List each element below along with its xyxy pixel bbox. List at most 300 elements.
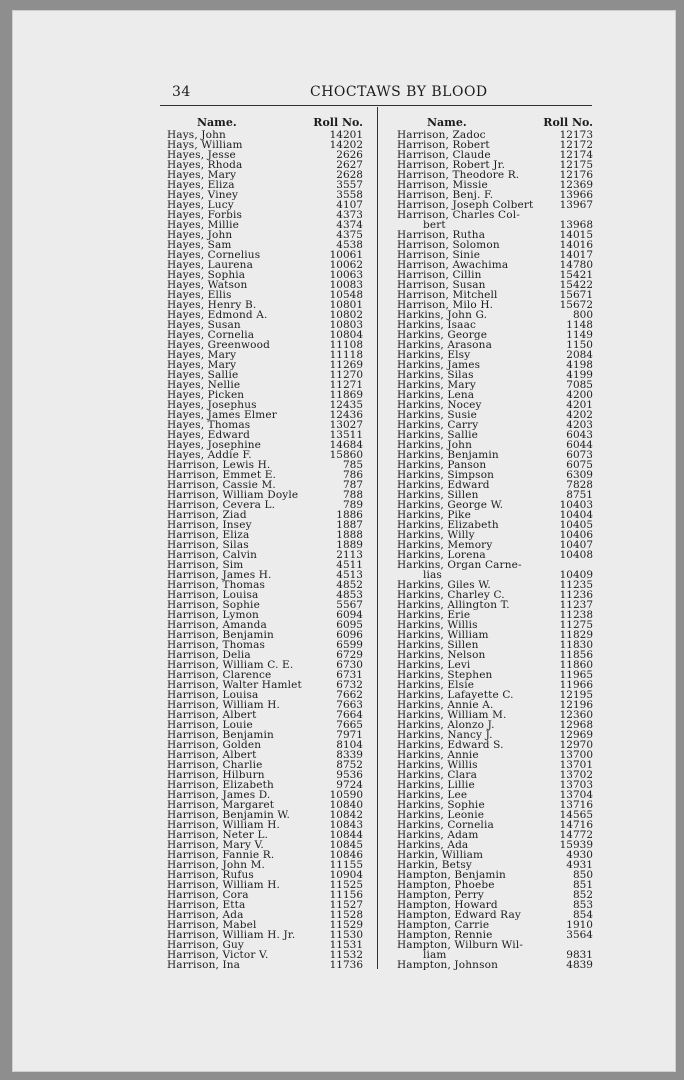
- entry-roll-number: 15671: [559, 289, 593, 301]
- entry-name: Harrison, Ziad: [167, 509, 247, 521]
- entry-roll-number: 11118: [329, 349, 363, 361]
- entry-roll-number: 1150: [566, 339, 593, 351]
- entry-name: Harrison, Louisa: [167, 689, 259, 701]
- entry-name: Harrison, Fannie R.: [167, 849, 275, 861]
- entry-roll-number: 10802: [329, 309, 363, 321]
- entry-roll-number: 7665: [336, 719, 363, 731]
- entry-roll-number: 11532: [329, 949, 363, 961]
- entry-roll-number: 851: [572, 879, 593, 891]
- entry-name: Harkins, Benjamin: [397, 449, 499, 461]
- entry-roll-number: 10844: [329, 829, 363, 841]
- entry-name: Harkins, Mary: [397, 379, 476, 391]
- entry-roll-number: 4538: [336, 239, 363, 251]
- entry-name: Harkins, George W.: [397, 499, 504, 511]
- entry-name: Harkins, William: [397, 629, 489, 641]
- entry-name: Harkins, Susie: [397, 409, 477, 421]
- entry-roll-number: 11966: [559, 679, 593, 691]
- entry-roll-number: 10801: [329, 299, 363, 311]
- entry-roll-number: 4198: [566, 359, 593, 371]
- entry-name: Harrison, Victor V.: [167, 949, 269, 961]
- entry-name: Hayes, Cornelia: [167, 329, 255, 341]
- entry-roll-number: 15860: [329, 449, 363, 461]
- entry-name: Harrison, Lymon: [167, 609, 259, 621]
- entry-name: Harkin, William: [397, 849, 484, 861]
- entry-name: Hayes, James Elmer: [167, 409, 277, 421]
- entry-name: Harkin, Betsy: [397, 859, 473, 871]
- entry-roll-number: 15421: [559, 269, 593, 281]
- entry-name: Harrison, William H.: [167, 699, 281, 711]
- entry-name: Harrison, Sim: [167, 559, 244, 571]
- entry-roll-number: 11529: [329, 919, 363, 931]
- roll-entry: [167, 960, 363, 970]
- entry-name: Harkins, Elizabeth: [397, 519, 499, 531]
- entry-roll-number: 12436: [329, 409, 363, 421]
- entry-roll-number: 4107: [336, 199, 363, 211]
- entry-name: Harkins, Lorena: [397, 549, 486, 561]
- entry-roll-number: 2626: [336, 149, 363, 161]
- entry-name: Harkins, Erie: [397, 609, 471, 621]
- entry-name: Hampton, Carrie: [397, 919, 490, 931]
- entry-roll-number: 10407: [559, 539, 593, 551]
- entry-name: Hampton, Edward Ray: [397, 909, 521, 921]
- entry-roll-number: 787: [342, 479, 363, 491]
- entry-name: Harrison, Theodore R.: [397, 169, 520, 181]
- entry-roll-number: 11830: [559, 639, 593, 651]
- entry-roll-number: 10061: [329, 249, 363, 261]
- entry-name: Harkins, George: [397, 329, 488, 341]
- entry-name: Harrison, Milo H.: [397, 299, 494, 311]
- entry-name: Hayes, Eliza: [167, 179, 235, 191]
- entry-roll-number: 13716: [559, 799, 593, 811]
- entry-roll-number: 15672: [559, 299, 593, 311]
- entry-name: Harrison, Cillin: [397, 269, 482, 281]
- entry-name: Hayes, Picken: [167, 389, 245, 401]
- entry-roll-number: 11238: [559, 609, 593, 621]
- entry-roll-number: 12172: [559, 139, 593, 151]
- entry-roll-number: 9536: [336, 769, 363, 781]
- entry-name: Harkins, Lena: [397, 389, 475, 401]
- entry-roll-number: 14565: [559, 809, 593, 821]
- entry-name: Hampton, Wilburn Wil-: [397, 939, 524, 951]
- entry-name: Harrison, William C. E.: [167, 659, 294, 671]
- entry-name: Hayes, Viney: [167, 189, 239, 201]
- entry-roll-number: 1886: [336, 509, 363, 521]
- entry-name: Harrison, Margaret: [167, 799, 275, 811]
- entry-name: Harrison, Clarence: [167, 669, 272, 681]
- entry-roll-number: 14017: [559, 249, 593, 261]
- entry-name: Hayes, Edmond A.: [167, 309, 268, 321]
- entry-name: Hays, William: [167, 139, 243, 151]
- entry-roll-number: 10083: [329, 279, 363, 291]
- entry-name: Harrison, James H.: [167, 569, 272, 581]
- entry-name: Hayes, Mary: [167, 169, 237, 181]
- entry-name: Harrison, Zadoc: [397, 129, 486, 141]
- entry-name: Harrison, Lewis H.: [167, 459, 271, 471]
- entry-name: Hayes, Laurena: [167, 259, 253, 271]
- entry-name: Harrison, William H.: [167, 819, 281, 831]
- entry-roll-number: 11108: [329, 339, 363, 351]
- entry-roll-number: 6599: [336, 639, 363, 651]
- entry-name: Hayes, John: [167, 229, 233, 241]
- entry-roll-number: 4200: [566, 389, 593, 401]
- entry-roll-number: 12969: [559, 729, 593, 741]
- entry-name: Hayes, Josephus: [167, 399, 257, 411]
- entry-roll-number: 4203: [566, 419, 593, 431]
- entry-roll-number: 10404: [559, 509, 593, 521]
- entry-name: Harkins, Lafayette C.: [397, 689, 514, 701]
- entry-name: Harkins, Sallie: [397, 429, 478, 441]
- entry-name: Harrison, Thomas: [167, 579, 266, 591]
- entry-name: Hayes, Sallie: [167, 369, 239, 381]
- entry-name: Harrison, Albert: [167, 749, 257, 761]
- entry-roll-number: 10804: [329, 329, 363, 341]
- entry-roll-number: 1910: [566, 919, 593, 931]
- entry-roll-number: 11236: [559, 589, 593, 601]
- entry-name: Harkins, Giles W.: [397, 579, 491, 591]
- entry-name: Harrison, Solomon: [397, 239, 500, 251]
- entry-name: Hayes, Cornelius: [167, 249, 261, 261]
- entry-roll-number: 7971: [336, 729, 363, 741]
- entry-name: Hayes, Mary: [167, 359, 237, 371]
- entry-name: Hampton, Benjamin: [397, 869, 506, 881]
- entry-name: Harrison, Joseph Colbert: [397, 199, 534, 211]
- entry-roll-number: 6095: [336, 619, 363, 631]
- entry-roll-number: 14016: [559, 239, 593, 251]
- entry-name: Harrison, Charlie: [167, 759, 263, 771]
- entry-roll-number: 2628: [336, 169, 363, 181]
- entry-roll-number: 10845: [329, 839, 363, 851]
- page-title: CHOCTAWS BY BLOOD: [310, 84, 488, 100]
- entry-name: Harrison, Delia: [167, 649, 251, 661]
- entry-name: Harkins, Elsy: [397, 349, 471, 361]
- entry-name: Harkins, Nocey: [397, 399, 482, 411]
- entry-name: Harkins, Ada: [397, 839, 469, 851]
- entry-roll-number: 11736: [329, 959, 363, 971]
- entry-roll-number: 853: [572, 899, 593, 911]
- entry-roll-number: 12195: [559, 689, 593, 701]
- entry-name: Hayes, Josephine: [167, 439, 261, 451]
- entry-roll-number: 4930: [566, 849, 593, 861]
- entry-roll-number: 14015: [559, 229, 593, 241]
- entry-roll-number: 6731: [336, 669, 363, 681]
- entry-name: Hayes, Jesse: [167, 149, 236, 161]
- entry-roll-number: 1149: [566, 329, 593, 341]
- entry-roll-number: 7664: [336, 709, 363, 721]
- entry-roll-number: 4852: [336, 579, 363, 591]
- entry-name: Harrison, Claude: [397, 149, 491, 161]
- entry-roll-number: 15422: [559, 279, 593, 291]
- entry-roll-number: 1889: [336, 539, 363, 551]
- entry-roll-number: 4853: [336, 589, 363, 601]
- entry-name: Harkins, Cornelia: [397, 819, 494, 831]
- entry-name: Hampton, Howard: [397, 899, 498, 911]
- entry-name: Harrison, Benjamin: [167, 629, 274, 641]
- entry-roll-number: 14772: [559, 829, 593, 841]
- entry-name: Hayes, Watson: [167, 279, 248, 291]
- entry-roll-number: 13702: [559, 769, 593, 781]
- roll-header: Roll No.: [543, 116, 593, 129]
- entry-roll-number: 10843: [329, 819, 363, 831]
- entry-roll-number: 4199: [566, 369, 593, 381]
- entry-name: Harrison, Robert Jr.: [397, 159, 506, 171]
- entry-roll-number: 8104: [336, 739, 363, 751]
- entry-name: Harkins, Alonzo J.: [397, 719, 495, 731]
- entry-name: Harkins, Arasona: [397, 339, 492, 351]
- entry-name: Harkins, Nancy J.: [397, 729, 493, 741]
- entry-roll-number: 13700: [559, 749, 593, 761]
- entry-roll-number: 10403: [559, 499, 593, 511]
- entry-roll-number: 6732: [336, 679, 363, 691]
- entry-roll-number: 13968: [559, 219, 593, 231]
- entry-roll-number: 788: [342, 489, 363, 501]
- entry-roll-number: 1888: [336, 529, 363, 541]
- entry-name: Harrison, Sinie: [397, 249, 481, 261]
- entry-roll-number: 11531: [329, 939, 363, 951]
- entry-roll-number: 11965: [559, 669, 593, 681]
- entry-name: Harkins, Carry: [397, 419, 479, 431]
- entry-name: Harkins, Allington T.: [397, 599, 510, 611]
- entry-name: Harkins, Willis: [397, 619, 478, 631]
- entry-roll-number: 11271: [329, 379, 363, 391]
- entry-roll-number: 14780: [559, 259, 593, 271]
- entry-name: Harkins, Sillen: [397, 489, 479, 501]
- entry-roll-number: 11829: [559, 629, 593, 641]
- entry-name: Hayes, Thomas: [167, 419, 251, 431]
- entry-name: Hayes, Millie: [167, 219, 239, 231]
- entry-roll-number: 13703: [559, 779, 593, 791]
- entry-roll-number: 12435: [329, 399, 363, 411]
- entry-roll-number: 11860: [559, 659, 593, 671]
- entry-name: Harrison, Ina: [167, 959, 241, 971]
- entry-name: Harrison, William H. Jr.: [167, 929, 296, 941]
- entry-name: Harrison, Charles Col-: [397, 209, 520, 221]
- entry-roll-number: 11530: [329, 929, 363, 941]
- entry-roll-number: 4511: [336, 559, 363, 571]
- entry-roll-number: 4201: [566, 399, 593, 411]
- entry-roll-number: 8752: [336, 759, 363, 771]
- entry-roll-number: 11269: [329, 359, 363, 371]
- entry-name: Harkins, Sophie: [397, 799, 485, 811]
- entry-roll-number: 7662: [336, 689, 363, 701]
- entry-name: Hayes, Ellis: [167, 289, 232, 301]
- entry-name: Harrison, Rufus: [167, 869, 254, 881]
- entry-name: Harrison, Mary V.: [167, 839, 264, 851]
- entry-name: Harrison, William Doyle: [167, 489, 299, 501]
- page-header: [172, 84, 604, 106]
- entry-roll-number: 850: [572, 869, 593, 881]
- entry-name: Harrison, William H.: [167, 879, 281, 891]
- entry-name: Harrison, John M.: [167, 859, 265, 871]
- entry-name: Harrison, Rutha: [397, 229, 486, 241]
- entry-name: Harrison, Walter Hamlet: [167, 679, 302, 691]
- entry-roll-number: 14201: [329, 129, 363, 141]
- entry-roll-number: 7085: [566, 379, 593, 391]
- entry-roll-number: 11156: [329, 889, 363, 901]
- entry-name: Harrison, Guy: [167, 939, 244, 951]
- entry-name: Harkins, John G.: [397, 309, 488, 321]
- entry-roll-number: 6309: [566, 469, 593, 481]
- entry-name: Hampton, Perry: [397, 889, 484, 901]
- entry-name: Hayes, Greenwood: [167, 339, 270, 351]
- entry-name: Harkins, Panson: [397, 459, 487, 471]
- entry-roll-number: 12968: [559, 719, 593, 731]
- entry-roll-number: 786: [342, 469, 363, 481]
- entry-name: Hayes, Sophia: [167, 269, 246, 281]
- entry-roll-number: 14684: [329, 439, 363, 451]
- entry-name: Harkins, Simpson: [397, 469, 495, 481]
- entry-name: Hayes, Rhoda: [167, 159, 243, 171]
- entry-name: Harkins, James: [397, 359, 481, 371]
- entry-name: Harkins, Willis: [397, 759, 478, 771]
- entry-roll-number: 13966: [559, 189, 593, 201]
- entry-name: Harrison, Sophie: [167, 599, 260, 611]
- entry-name: Harkins, Elsie: [397, 679, 475, 691]
- entry-name: Hayes, Susan: [167, 319, 241, 331]
- entry-roll-number: 1887: [336, 519, 363, 531]
- entry-name: Harrison, Golden: [167, 739, 262, 751]
- entry-name: Harkins, Memory: [397, 539, 493, 551]
- entry-roll-number: 15939: [559, 839, 593, 851]
- entry-roll-number: 12196: [559, 699, 593, 711]
- entry-name: Harrison, Elizabeth: [167, 779, 274, 791]
- entry-name: Harkins, Pike: [397, 509, 471, 521]
- entry-roll-number: 4202: [566, 409, 593, 421]
- entry-roll-number: 11869: [329, 389, 363, 401]
- entry-roll-number: 11235: [559, 579, 593, 591]
- entry-roll-number: 6043: [566, 429, 593, 441]
- entry-name: Harrison, Mitchell: [397, 289, 498, 301]
- entry-name: Harrison, Silas: [167, 539, 249, 551]
- roll-entry: [397, 960, 593, 970]
- entry-name: Harkins, Clara: [397, 769, 478, 781]
- entry-roll-number: 13704: [559, 789, 593, 801]
- entry-roll-number: 2113: [336, 549, 363, 561]
- entry-name: Harrison, Robert: [397, 139, 490, 151]
- entry-roll-number: 14202: [329, 139, 363, 151]
- entry-name: Harkins, Edward S.: [397, 739, 504, 751]
- entry-roll-number: 13027: [329, 419, 363, 431]
- entry-roll-number: 11270: [329, 369, 363, 381]
- entry-name: Harrison, Calvin: [167, 549, 258, 561]
- entry-name: Hampton, Phoebe: [397, 879, 495, 891]
- entry-name: Harrison, Eliza: [167, 529, 250, 541]
- entry-roll-number: 2084: [566, 349, 593, 361]
- entry-name: Hayes, Addie F.: [167, 449, 252, 461]
- left-column: [167, 118, 363, 970]
- entry-roll-number: 6730: [336, 659, 363, 671]
- entry-roll-number: 1148: [566, 319, 593, 331]
- entry-roll-number: 12174: [559, 149, 593, 161]
- entry-name: Harrison, Louie: [167, 719, 253, 731]
- entry-name: lias: [423, 569, 442, 581]
- entry-roll-number: 7663: [336, 699, 363, 711]
- entry-name: Harrison, Neter L.: [167, 829, 269, 841]
- entry-name: Harrison, Benj. F.: [397, 189, 494, 201]
- entry-roll-number: 785: [342, 459, 363, 471]
- entry-roll-number: 8751: [566, 489, 593, 501]
- entry-name: Harrison, Cevera L.: [167, 499, 276, 511]
- entry-name: Harkins, Leonie: [397, 809, 485, 821]
- entry-roll-number: 12360: [559, 709, 593, 721]
- entry-roll-number: 10842: [329, 809, 363, 821]
- entry-name: Hayes, Lucy: [167, 199, 234, 211]
- entry-roll-number: 12176: [559, 169, 593, 181]
- entry-name: Harkins, Isaac: [397, 319, 477, 331]
- entry-roll-number: 12369: [559, 179, 593, 191]
- entry-roll-number: 3558: [336, 189, 363, 201]
- entry-roll-number: 12175: [559, 159, 593, 171]
- entry-roll-number: 14716: [559, 819, 593, 831]
- entry-name: Harrison, Louisa: [167, 589, 259, 601]
- entry-roll-number: 10846: [329, 849, 363, 861]
- entry-roll-number: 800: [572, 309, 593, 321]
- entry-name: Harrison, James D.: [167, 789, 271, 801]
- entry-name: Harkins, Organ Carne-: [397, 559, 522, 571]
- entry-name: Harrison, Missie: [397, 179, 488, 191]
- entry-roll-number: 12970: [559, 739, 593, 751]
- entry-roll-number: 2627: [336, 159, 363, 171]
- right-column: [397, 118, 593, 970]
- entry-name: Hays, John: [167, 129, 226, 141]
- left-roll-list: [167, 130, 363, 970]
- column-divider: [377, 107, 378, 969]
- entry-roll-number: 11856: [559, 649, 593, 661]
- entry-roll-number: 11155: [329, 859, 363, 871]
- entry-roll-number: 10062: [329, 259, 363, 271]
- entry-name: Harkins, Charley C.: [397, 589, 505, 601]
- entry-roll-number: 11527: [329, 899, 363, 911]
- entry-roll-number: 6729: [336, 649, 363, 661]
- entry-roll-number: 11525: [329, 879, 363, 891]
- entry-roll-number: 13967: [559, 199, 593, 211]
- entry-name: Hayes, Edward: [167, 429, 250, 441]
- entry-roll-number: 10590: [329, 789, 363, 801]
- entry-roll-number: 10406: [559, 529, 593, 541]
- name-header: Name.: [197, 116, 237, 129]
- entry-roll-number: 4375: [336, 229, 363, 241]
- entry-roll-number: 8339: [336, 749, 363, 761]
- entry-roll-number: 10409: [559, 569, 593, 581]
- roll-header: Roll No.: [313, 116, 363, 129]
- entry-roll-number: 10405: [559, 519, 593, 531]
- entry-name: Harkins, Lillie: [397, 779, 475, 791]
- entry-name: Harkins, Stephen: [397, 669, 493, 681]
- entry-name: Harrison, Mabel: [167, 919, 257, 931]
- entry-roll-number: 10840: [329, 799, 363, 811]
- entry-name: Hayes, Mary: [167, 349, 237, 361]
- name-header: Name.: [427, 116, 467, 129]
- entry-name: bert: [423, 219, 446, 231]
- entry-roll-number: 11528: [329, 909, 363, 921]
- entry-name: Harkins, Sillen: [397, 639, 479, 651]
- entry-roll-number: 789: [342, 499, 363, 511]
- entry-name: Harkins, Silas: [397, 369, 474, 381]
- entry-roll-number: 4839: [566, 959, 593, 971]
- entry-name: Harkins, Annie A.: [397, 699, 494, 711]
- entry-name: Harrison, Ada: [167, 909, 244, 921]
- entry-name: Harrison, Amanda: [167, 619, 267, 631]
- entry-name: Hayes, Forbis: [167, 209, 243, 221]
- entry-name: Harrison, Cora: [167, 889, 249, 901]
- entry-roll-number: 6096: [336, 629, 363, 641]
- entry-name: Harkins, John: [397, 439, 472, 451]
- entry-roll-number: 11275: [559, 619, 593, 631]
- entry-name: Hayes, Sam: [167, 239, 232, 251]
- entry-name: Harkins, Nelson: [397, 649, 486, 661]
- entry-roll-number: 11237: [559, 599, 593, 611]
- entry-roll-number: 9724: [336, 779, 363, 791]
- entry-name: Harrison, Hilburn: [167, 769, 265, 781]
